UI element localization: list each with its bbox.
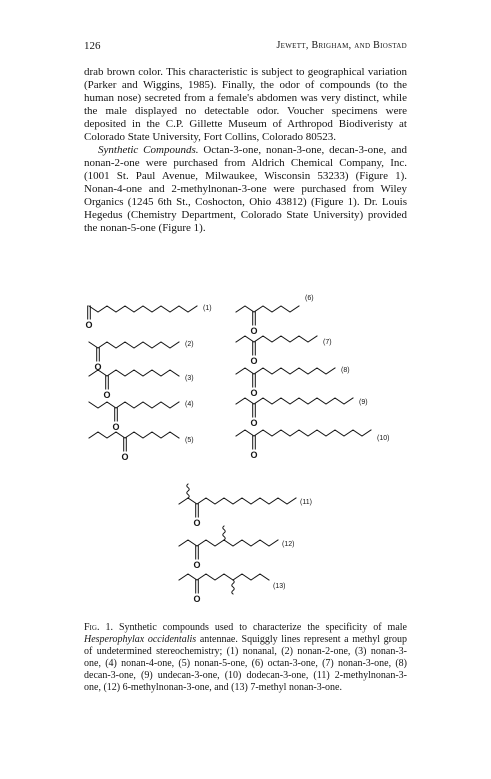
- section-heading: Synthetic Compounds.: [98, 144, 199, 156]
- paragraph-2-text: Octan-3-one, nonan-3-one, decan-3-one, and nonan-2-one were purchased from Aldrich Chemical Company, Inc. (1001 St. Paul Avenue, Milwaukee, Wisconsin 53233) (Figure 1). Nonan-4-one and 2-methylnonan-3-one were purchased from Wiley Organics (1245 6th St., Coshocton, Ohio 43812) (Figure 1). Dr. Louis Hegedus (Chemistry Department, Colorado State University) provided the nonan-5-one (Figure 1).: [84, 144, 407, 234]
- molecule-12-oxygen: O: [193, 560, 201, 570]
- molecule-5-oxygen: O: [121, 452, 129, 462]
- running-head: Jewett, Brigham, and Biostad: [276, 40, 407, 51]
- molecule-12-methyl-squiggle: [223, 526, 226, 540]
- molecule-13-methyl-squiggle: [232, 580, 235, 594]
- molecule-3-oxygen: O: [103, 390, 111, 400]
- compound-label-3: (3): [185, 375, 194, 382]
- molecule-13-skeleton: [179, 574, 269, 580]
- compound-label-10: (10): [377, 435, 390, 442]
- molecule-2-oxygen: O: [94, 362, 102, 372]
- molecule-3-skeleton: [89, 370, 179, 376]
- molecule-4-skeleton: [89, 402, 179, 408]
- caption-text-2: antennae. Squiggly lines represent a methyl group of undetermined stereochemistry; (1) nonanal, (2) nonan-2-one, (3) nonan-3-one, (4) nonan-4-one, (5) nonan-5-one, (6) octan-3-one, (7) nonan-3-one, (8) decan-3-one, (9) undecan-3-one, (10) dodecan-3-one, (11) 2-methylnonan-3-one, (12) 6-methylnonan-3-one, and (13) 7-methyl nonan-3-one.: [84, 634, 407, 693]
- molecule-12-skeleton: [179, 540, 278, 546]
- molecule-9-oxygen: O: [250, 418, 258, 428]
- paragraph-2: [84, 144, 407, 235]
- molecule-8-oxygen: O: [250, 388, 258, 398]
- compound-label-6: (6): [305, 295, 314, 302]
- figure-label: Fig. 1.: [84, 622, 113, 633]
- paragraph-1: drab brown color. This characteristic is subject to geographical variation (Parker and Wiggins, 1985). Finally, the odor of compounds (to the human nose) secreted from a female's abdomen was very distinct, while the male displayed no detectable odor. Voucher specimens were deposited in the C.P. Gillette Museum of Arthropod Biodiveristy at Colorado State University, Fort Collins, Colorado 80523.: [84, 66, 407, 143]
- molecule-7-skeleton: [236, 336, 317, 342]
- molecule-4-oxygen: O: [112, 422, 120, 432]
- figure-1: [84, 284, 407, 616]
- compound-label-13: (13): [273, 583, 286, 590]
- molecule-10-skeleton: [236, 430, 371, 436]
- molecule-1-oxygen: O: [85, 320, 93, 330]
- compound-label-4: (4): [185, 401, 194, 408]
- molecule-9-skeleton: [236, 398, 353, 404]
- caption-text-1: Synthetic compounds used to characterize the specificity of male: [112, 622, 407, 633]
- compound-label-9: (9): [359, 399, 368, 406]
- molecule-11-methyl-squiggle: [187, 484, 190, 498]
- compound-label-5: (5): [185, 437, 194, 444]
- species-name: Hesperophylax occidentalis: [84, 634, 197, 645]
- figure-caption: [84, 622, 407, 694]
- molecule-6-skeleton: [236, 306, 299, 312]
- molecule-10-oxygen: O: [250, 450, 258, 460]
- compound-label-11: (11): [300, 499, 312, 506]
- page-number: 126: [84, 40, 101, 52]
- molecule-13-oxygen: O: [193, 594, 201, 604]
- molecule-8-skeleton: [236, 368, 335, 374]
- structures-figure: [84, 284, 407, 616]
- compound-label-8: (8): [341, 367, 350, 374]
- molecule-11-skeleton: [179, 498, 296, 504]
- compound-label-1: (1): [203, 305, 212, 312]
- compound-label-12: (12): [282, 541, 295, 548]
- molecule-1-skeleton: [89, 306, 197, 312]
- molecule-6-oxygen: O: [250, 326, 258, 336]
- molecule-11-oxygen: O: [193, 518, 201, 528]
- compound-label-7: (7): [323, 339, 332, 346]
- molecule-2-skeleton: [89, 342, 179, 348]
- molecule-7-oxygen: O: [250, 356, 258, 366]
- body-text: [84, 66, 407, 235]
- compound-label-2: (2): [185, 341, 194, 348]
- molecule-5-skeleton: [89, 432, 179, 438]
